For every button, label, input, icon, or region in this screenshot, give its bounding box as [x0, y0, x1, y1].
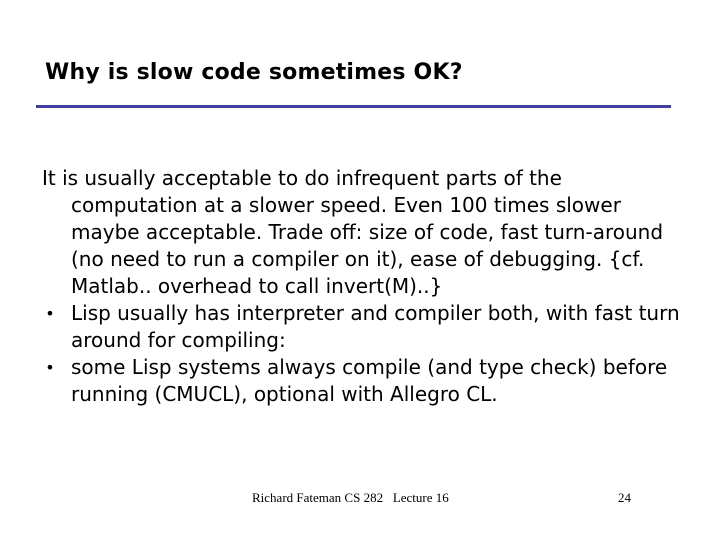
bullet-icon: • — [45, 358, 55, 377]
bullet-text: some Lisp systems always compile (and type check) before running (CMUCL), optional with Allegro CL. — [71, 355, 668, 406]
bullet-item — [42, 354, 692, 408]
title-underline — [36, 105, 671, 108]
intro-paragraph: It is usually acceptable to do infrequent parts of the computation at a slower speed. Even 100 times slower maybe acceptable. Trade off: size of code, fast turn-around (no need to run a compiler on it), ease of debugging. {cf. Matlab.. overhead to call invert(M)..} — [42, 166, 664, 298]
bullet-icon: • — [45, 304, 55, 323]
slide-footer: Richard Fateman CS 282 Lecture 16 — [252, 490, 449, 505]
page-number: 24 — [618, 490, 631, 505]
bullet-text: Lisp usually has interpreter and compiler both, with fast turn around for compiling: — [71, 301, 680, 352]
slide-body — [42, 165, 692, 408]
bullet-item — [42, 300, 692, 354]
slide-title: Why is slow code sometimes OK? — [45, 60, 463, 85]
